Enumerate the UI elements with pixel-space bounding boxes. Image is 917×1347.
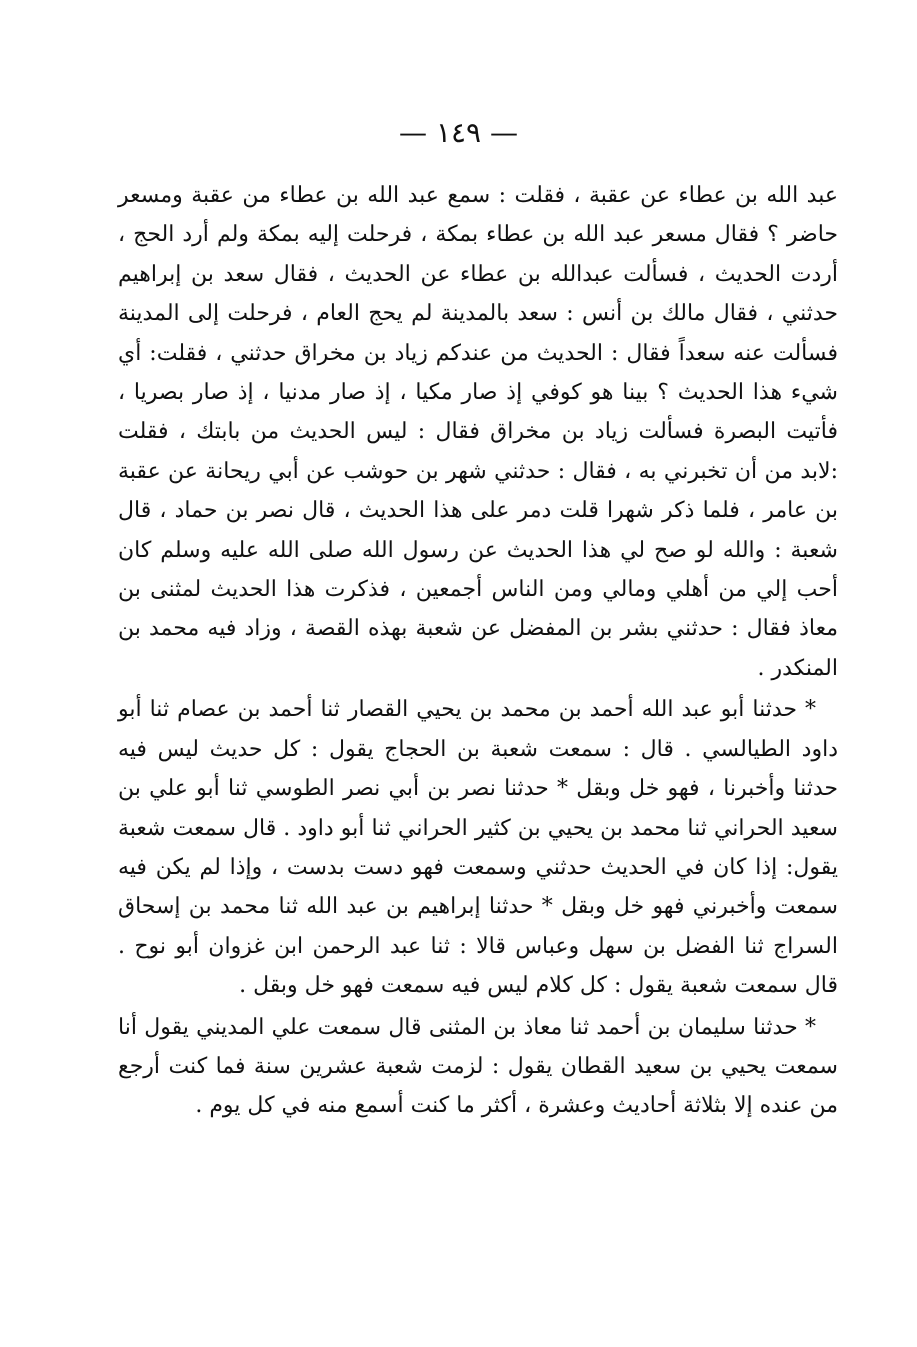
paragraph-1: عبد الله بن عطاء عن عقبة ، فقلت : سمع عبد الله بن عطاء من عقبة ومسعر حاضر ؟ فقال مسعر عبد الله بن عطاء بمكة ، فرحلت إليه بمكة ولم أرد الحج ، أردت الحديث ، فسألت عبدالله بن عطاء عن الحديث ، فقال سعد بن إبراهيم حدثني ، فقال مالك بن أنس : سعد بالمدينة لم يحج العام ، فرحلت إلى المدينة فسألت عنه سعداً فقال : الحديث من عندكم زياد بن مخراق حدثني ، فقلت: أي شيء هذا الحديث ؟ بينا هو كوفي إذ صار مكيا ، إذ صار مدنيا ، إذ صار بصريا ، فأتيت البصرة فسألت زياد بن مخراق فقال : ليس الحديث من بابتك ، فقلت :لابد من أن تخبرني به ، فقال : حدثني شهر بن حوشب عن أبي ريحانة عن عقبة بن عامر ، فلما ذكر شهرا قلت دمر على هذا الحديث ، قال نصر بن حماد ، قال شعبة : والله لو صح لي هذا الحديث عن رسول الله صلى الله عليه وسلم كان أحب إلي من أهلي ومالي ومن الناس أجمعين ، فذكرت هذا الحديث لمثنى بن معاذ فقال : حدثني بشر بن المفضل عن شعبة بهذه القصة ، وزاد فيه محمد بن المنكدر .: [118, 183, 838, 681]
page-number: — ١٤٩ —: [399, 116, 518, 149]
paragraph-3: * حدثنا سليمان بن أحمد ثنا معاذ بن المثنى قال سمعت علي المديني يقول أنا سمعت يحيي بن سعيد القطان يقول : لزمت شعبة عشرين سنة فما كنت أرجع من عنده إلا بثلاثة أحاديث وعشرة ، أكثر ما كنت أسمع منه في كل يوم .: [118, 1014, 838, 1119]
body-text: [118, 176, 838, 1126]
paragraph-2: * حدثنا أبو عبد الله أحمد بن محمد بن يحيي القصار ثنا أحمد بن عصام ثنا أبو داود الطيالسي . قال : سمعت شعبة بن الحجاج يقول : كل حديث ليس فيه حدثنا وأخبرنا ، فهو خل وبقل * حدثنا نصر بن أبي نصر الطوسي ثنا أبو علي بن سعيد الحراني ثنا محمد بن يحيي بن كثير الحراني ثنا أبو داود . قال سمعت شعبة يقول: إذا كان في الحديث حدثني وسمعت فهو دست بدست ، وإذا لم يكن فيه سمعت وأخبرني فهو خل وبقل * حدثنا إبراهيم بن عبد الله ثنا محمد بن إسحاق السراج ثنا الفضل بن سهل وعباس قالا : ثنا عبد الرحمن ابن غزوان أبو نوح . قال سمعت شعبة يقول : كل كلام ليس فيه سمعت فهو خل وبقل .: [118, 697, 838, 999]
